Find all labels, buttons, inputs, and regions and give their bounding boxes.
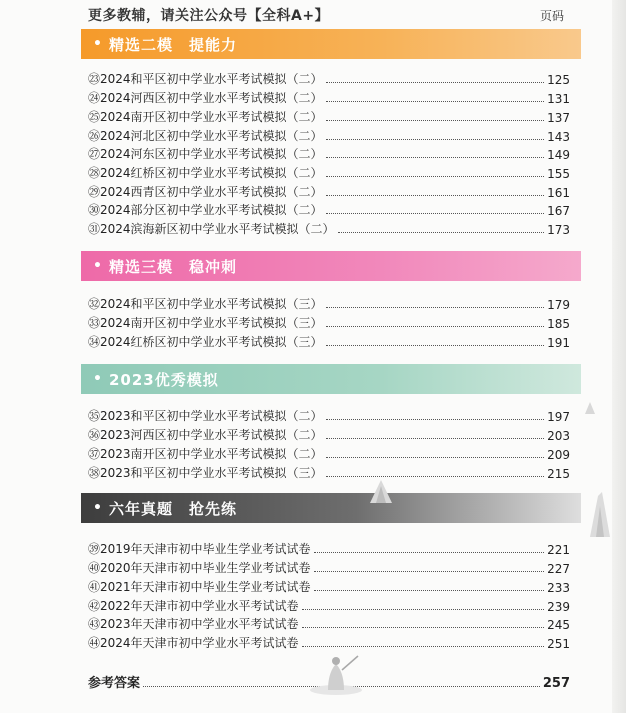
bullet: • bbox=[93, 500, 103, 516]
entry-page: 245 bbox=[547, 618, 570, 632]
ink-rock-icon bbox=[584, 401, 596, 415]
entry-title: ㉗2024河东区初中学业水平考试模拟（二） bbox=[88, 147, 323, 161]
dot-leader bbox=[326, 120, 545, 121]
bullet: • bbox=[93, 258, 103, 274]
dot-leader bbox=[326, 101, 545, 102]
page-column-label: 页码 bbox=[540, 9, 565, 23]
entry-page: 191 bbox=[547, 336, 570, 350]
entry-title: ㊷2022年天津市初中学业水平考试试卷 bbox=[88, 599, 299, 613]
dot-leader bbox=[302, 646, 545, 647]
entry-page: 239 bbox=[547, 600, 570, 614]
entry-page: 209 bbox=[547, 448, 570, 462]
entry-page: 167 bbox=[547, 204, 570, 218]
entry-title: ㊱2023河西区初中学业水平考试模拟（二） bbox=[88, 428, 323, 442]
toc-entry[interactable] bbox=[88, 406, 570, 424]
ink-figure-icon bbox=[306, 650, 366, 696]
entry-title: ㊴2019年天津市初中毕业生学业考试试卷 bbox=[88, 542, 311, 556]
dot-leader bbox=[338, 232, 545, 233]
entry-title: ㉙2024西青区初中学业水平考试模拟（二） bbox=[88, 185, 323, 199]
dot-leader bbox=[314, 590, 545, 591]
toc-entry[interactable] bbox=[88, 332, 570, 350]
entry-page: 173 bbox=[547, 223, 570, 237]
header-notice: 更多教辅，请关注公众号【全科A+】 bbox=[88, 8, 330, 24]
bullet: • bbox=[93, 371, 103, 387]
entry-title: ㊸2023年天津市初中学业水平考试试卷 bbox=[88, 617, 299, 631]
dot-leader bbox=[326, 457, 545, 458]
toc-entry[interactable] bbox=[88, 200, 570, 218]
dot-leader bbox=[314, 571, 545, 572]
dot-leader bbox=[314, 552, 545, 553]
dot-leader bbox=[302, 627, 545, 628]
entry-title: ㊹2024年天津市初中学业水平考试试卷 bbox=[88, 636, 299, 650]
dot-leader bbox=[326, 176, 545, 177]
toc-entry[interactable] bbox=[88, 182, 570, 200]
toc-entry[interactable] bbox=[88, 126, 570, 144]
entry-title: ㊵2020年天津市初中毕业生学业考试试卷 bbox=[88, 561, 311, 575]
section-banner-1 bbox=[81, 29, 581, 59]
section-subtitle: 提能力 bbox=[188, 35, 237, 54]
answers-title: 参考答案 bbox=[88, 676, 141, 691]
entry-page: 161 bbox=[547, 186, 570, 200]
entry-page: 251 bbox=[547, 637, 570, 651]
dot-leader bbox=[326, 476, 545, 477]
entry-title: ㉝2024南开区初中学业水平考试模拟（三） bbox=[88, 316, 323, 330]
section-banner-2 bbox=[81, 251, 581, 281]
entry-title: ㉓2024和平区初中学业水平考试模拟（二） bbox=[88, 72, 323, 86]
dot-leader bbox=[302, 609, 545, 610]
section-subtitle: 抢先练 bbox=[188, 499, 237, 518]
toc-entry[interactable] bbox=[88, 425, 570, 443]
toc-entry[interactable] bbox=[88, 633, 570, 651]
toc-entry[interactable] bbox=[88, 596, 570, 614]
entry-page: 149 bbox=[547, 148, 570, 162]
dot-leader bbox=[326, 438, 545, 439]
toc-entry[interactable] bbox=[88, 539, 570, 557]
entry-page: 197 bbox=[547, 410, 570, 424]
entry-title: ㉘2024红桥区初中学业水平考试模拟（二） bbox=[88, 166, 323, 180]
toc-entry[interactable] bbox=[88, 463, 570, 481]
section-subtitle: 稳冲刺 bbox=[188, 257, 237, 276]
entry-title: ㉞2024红桥区初中学业水平考试模拟（三） bbox=[88, 335, 323, 349]
entry-page: 155 bbox=[547, 167, 570, 181]
entry-title: ㉚2024部分区初中学业水平考试模拟（二） bbox=[88, 203, 323, 217]
dot-leader bbox=[326, 307, 545, 308]
dot-leader bbox=[326, 326, 545, 327]
entry-title: ㊳2023和平区初中学业水平考试模拟（三） bbox=[88, 466, 323, 480]
bullet: • bbox=[93, 36, 103, 52]
dot-leader bbox=[326, 345, 545, 346]
answers-page: 257 bbox=[542, 676, 570, 691]
section-title: 六年真题 bbox=[108, 499, 173, 518]
toc-entry[interactable] bbox=[88, 313, 570, 331]
entry-page: 179 bbox=[547, 298, 570, 312]
ink-mountain-icon bbox=[588, 492, 612, 538]
toc-entry[interactable] bbox=[88, 577, 570, 595]
entry-title: ㉜2024和平区初中学业水平考试模拟（三） bbox=[88, 297, 323, 311]
entry-page: 185 bbox=[547, 317, 570, 331]
toc-entry[interactable] bbox=[88, 219, 570, 237]
toc-entry[interactable] bbox=[88, 69, 570, 87]
dot-leader bbox=[326, 82, 545, 83]
entry-title: ㉕2024南开区初中学业水平考试模拟（二） bbox=[88, 110, 323, 124]
page-edge bbox=[612, 0, 626, 713]
entry-page: 221 bbox=[547, 543, 570, 557]
section-banner-4 bbox=[81, 493, 581, 523]
entry-page: 233 bbox=[547, 581, 570, 595]
entry-title: ㊶2021年天津市初中毕业生学业考试试卷 bbox=[88, 580, 311, 594]
dot-leader bbox=[326, 157, 545, 158]
toc-entry[interactable] bbox=[88, 144, 570, 162]
entry-title: ㉖2024河北区初中学业水平考试模拟（二） bbox=[88, 129, 323, 143]
ink-peak-icon bbox=[368, 478, 394, 504]
toc-entry[interactable] bbox=[88, 614, 570, 632]
entry-title: ㉟2023和平区初中学业水平考试模拟（二） bbox=[88, 409, 323, 423]
entry-page: 143 bbox=[547, 130, 570, 144]
dot-leader bbox=[326, 195, 545, 196]
entry-page: 215 bbox=[547, 467, 570, 481]
entry-page: 137 bbox=[547, 111, 570, 125]
dot-leader bbox=[326, 139, 545, 140]
dot-leader bbox=[326, 213, 545, 214]
toc-entry[interactable] bbox=[88, 294, 570, 312]
entry-page: 125 bbox=[547, 73, 570, 87]
toc-entry[interactable] bbox=[88, 107, 570, 125]
toc-entry[interactable] bbox=[88, 88, 570, 106]
dot-leader bbox=[326, 419, 545, 420]
entry-title: ㊲2023南开区初中学业水平考试模拟（二） bbox=[88, 447, 323, 461]
section-title: 精选二模 bbox=[108, 35, 173, 54]
section-title: 精选三模 bbox=[108, 257, 173, 276]
entry-title: ㉔2024河西区初中学业水平考试模拟（二） bbox=[88, 91, 323, 105]
entry-page: 131 bbox=[547, 92, 570, 106]
entry-page: 203 bbox=[547, 429, 570, 443]
section-banner-3 bbox=[81, 364, 581, 394]
toc-entry[interactable] bbox=[88, 558, 570, 576]
entry-page: 227 bbox=[547, 562, 570, 576]
entry-title: ㉛2024滨海新区初中学业水平考试模拟（二） bbox=[88, 222, 335, 236]
section-title: 2023优秀模拟 bbox=[108, 370, 219, 389]
toc-entry[interactable] bbox=[88, 444, 570, 462]
toc-entry[interactable] bbox=[88, 163, 570, 181]
